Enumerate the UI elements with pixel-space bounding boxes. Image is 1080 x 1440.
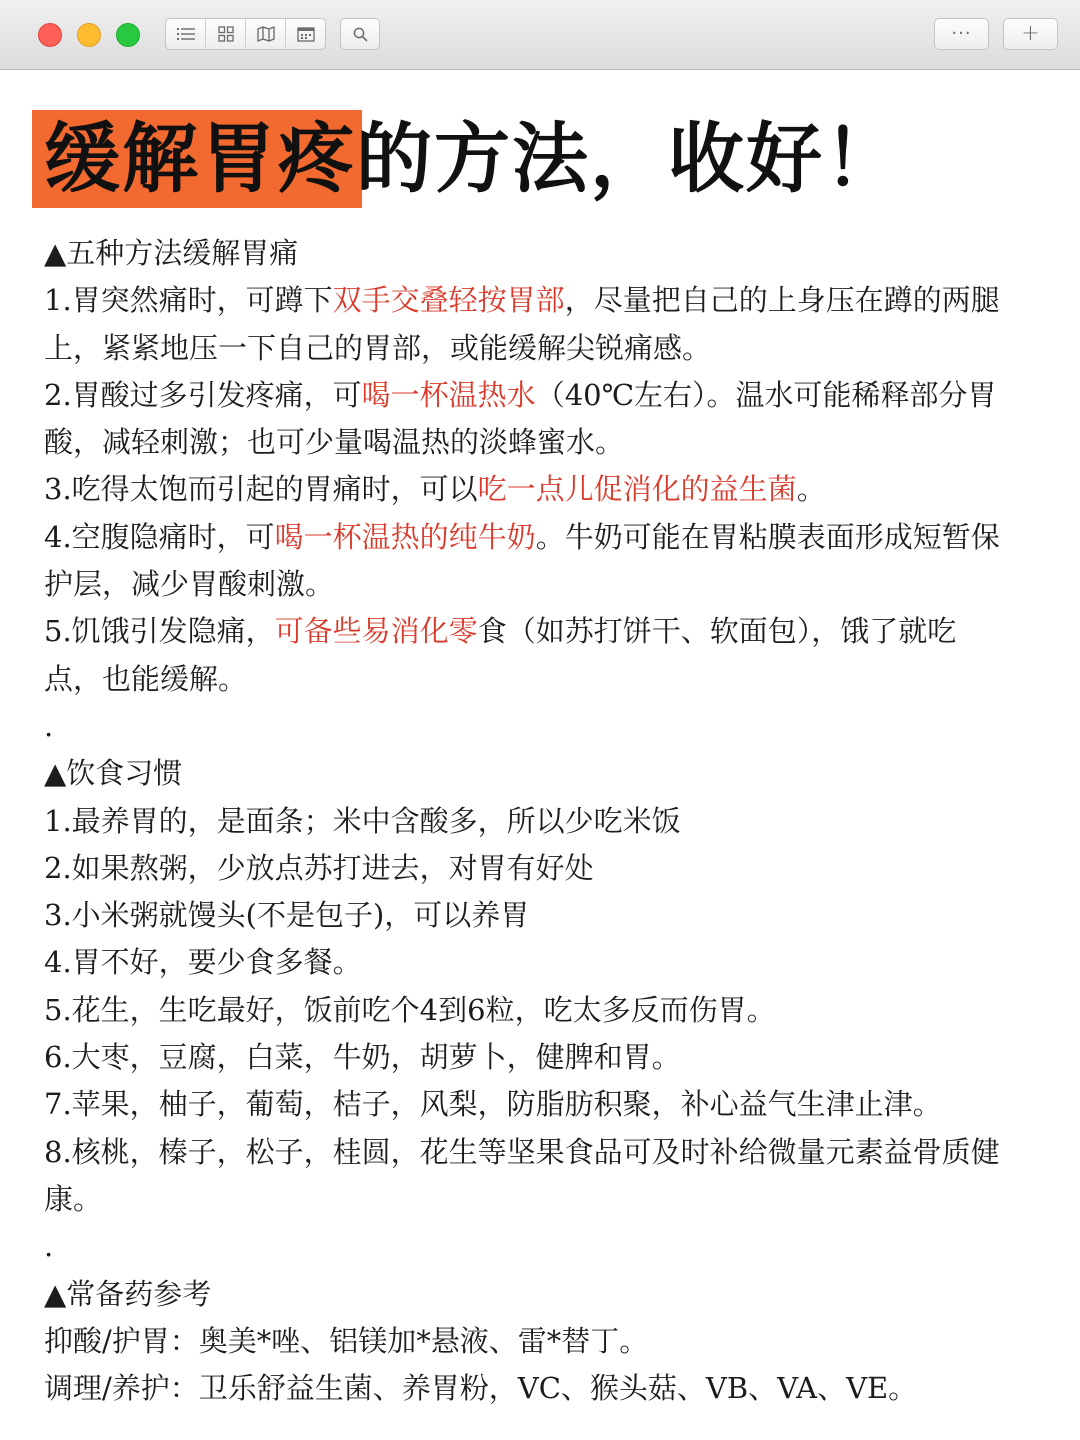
relief-item-4-line2: 护层，减少胃酸刺激。 [44, 567, 335, 602]
relief-item-1-text-cont: ，尽量把自己的上身压在蹲的两腿 [564, 283, 1000, 318]
relief-item-2-line2: 酸，减轻刺激；也可少量喝温热的淡蜂蜜水。 [44, 425, 625, 460]
view-mode-switcher [165, 18, 326, 50]
relief-item-3-text: 3.吃得太饱而引起的胃痛时，可以 [44, 472, 478, 507]
minimize-window-button[interactable] [77, 23, 101, 47]
relief-item-2 [44, 372, 1024, 419]
plus-icon: + [1021, 21, 1040, 46]
section-heading-medicine: ▲常备药参考 [44, 1276, 212, 1311]
relief-item-2-text-cont: （40℃左右）。温水可能稀释部分胃 [535, 377, 997, 412]
list-icon [177, 27, 195, 41]
map-icon [257, 26, 275, 42]
relief-item-5 [44, 608, 1024, 655]
diet-item: 7.苹果，柚子，葡萄，桔子，风梨，防脂肪积聚，补心益气生津止津。 [44, 1087, 942, 1122]
grid-icon [218, 26, 234, 42]
relief-item-3 [44, 466, 1024, 513]
diet-item: 2.如果熬粥，少放点苏打进去，对胃有好处 [44, 850, 594, 885]
grid-view-button[interactable] [206, 19, 246, 49]
more-options-button[interactable] [934, 18, 989, 50]
relief-item-4-highlight: 喝一杯温热的纯牛奶 [274, 519, 536, 554]
diet-item: 8.核桃，榛子，松子，桂圆，花生等坚果食品可及时补给微量元素益骨质健 [44, 1134, 1000, 1169]
title-highlight-text: 缓解胃疼 [44, 114, 356, 203]
section-heading-relief: ▲五种方法缓解胃痛 [44, 236, 299, 270]
title-rest-text: 的方法，收好！ [356, 114, 902, 203]
search-button[interactable] [340, 18, 380, 50]
section-heading-diet: ▲饮食习惯 [44, 756, 183, 791]
medicine-item: 调理/养护：卫乐舒益生菌、养胃粉，VC、猴头菇、VB、VA、VE。 [44, 1371, 918, 1406]
window-titlebar [0, 0, 1080, 70]
map-view-button[interactable] [246, 19, 286, 49]
relief-item-1-text: 1.胃突然痛时，可蹲下 [44, 283, 333, 318]
diet-item: 4.胃不好，要少食多餐。 [44, 945, 362, 980]
page-title [32, 110, 902, 208]
relief-item-3-text-cont: 。 [796, 472, 826, 507]
relief-item-3-highlight: 吃一点儿促消化的益生菌 [477, 472, 797, 507]
diet-item: 6.大枣，豆腐，白菜，牛奶，胡萝卜，健脾和胃。 [44, 1040, 681, 1075]
ellipsis-icon: ··· [951, 23, 972, 44]
section-separator: . [44, 1229, 54, 1264]
relief-item-2-highlight: 喝一杯温热水 [361, 377, 536, 412]
calendar-view-button[interactable] [286, 19, 325, 49]
calendar-icon [297, 26, 315, 42]
relief-item-5-line2: 点，也能缓解。 [44, 661, 248, 696]
list-view-button[interactable] [166, 19, 206, 49]
diet-item: 1.最养胃的，是面条；米中含酸多，所以少吃米饭 [44, 803, 681, 838]
diet-item: 5.花生，生吃最好，饭前吃个4到6粒，吃太多反而伤胃。 [44, 992, 776, 1027]
add-button[interactable] [1003, 18, 1058, 50]
relief-item-4 [44, 514, 1024, 561]
diet-item: 3.小米粥就馒头(不是包子)，可以养胃 [44, 898, 530, 933]
medicine-item: 抑酸/护胃：奥美*唑、铝镁加*悬液、雷*替丁。 [44, 1323, 649, 1358]
close-window-button[interactable] [38, 23, 62, 47]
search-icon [353, 27, 368, 42]
title-block [32, 110, 902, 210]
relief-item-5-text-cont: 食（如苏打饼干、软面包），饿了就吃 [477, 614, 957, 649]
relief-item-4-text-cont: 。牛奶可能在胃粘膜表面形成短暂保 [535, 519, 1000, 554]
diet-item-line2: 康。 [44, 1181, 103, 1216]
section-separator: . [44, 708, 54, 743]
relief-item-5-text: 5.饥饿引发隐痛， [44, 614, 275, 649]
relief-item-4-text: 4.空腹隐痛时，可 [44, 519, 275, 554]
relief-item-1-highlight: 双手交叠轻按胃部 [332, 283, 565, 318]
note-body [44, 230, 1024, 1412]
relief-item-2-text: 2.胃酸过多引发疼痛，可 [44, 377, 362, 412]
relief-item-1-line2: 上，紧紧地压一下自己的胃部，或能缓解尖锐痛感。 [44, 330, 712, 365]
zoom-window-button[interactable] [116, 23, 140, 47]
relief-item-5-highlight: 可备些易消化零 [274, 614, 478, 649]
relief-item-1 [44, 277, 1024, 324]
